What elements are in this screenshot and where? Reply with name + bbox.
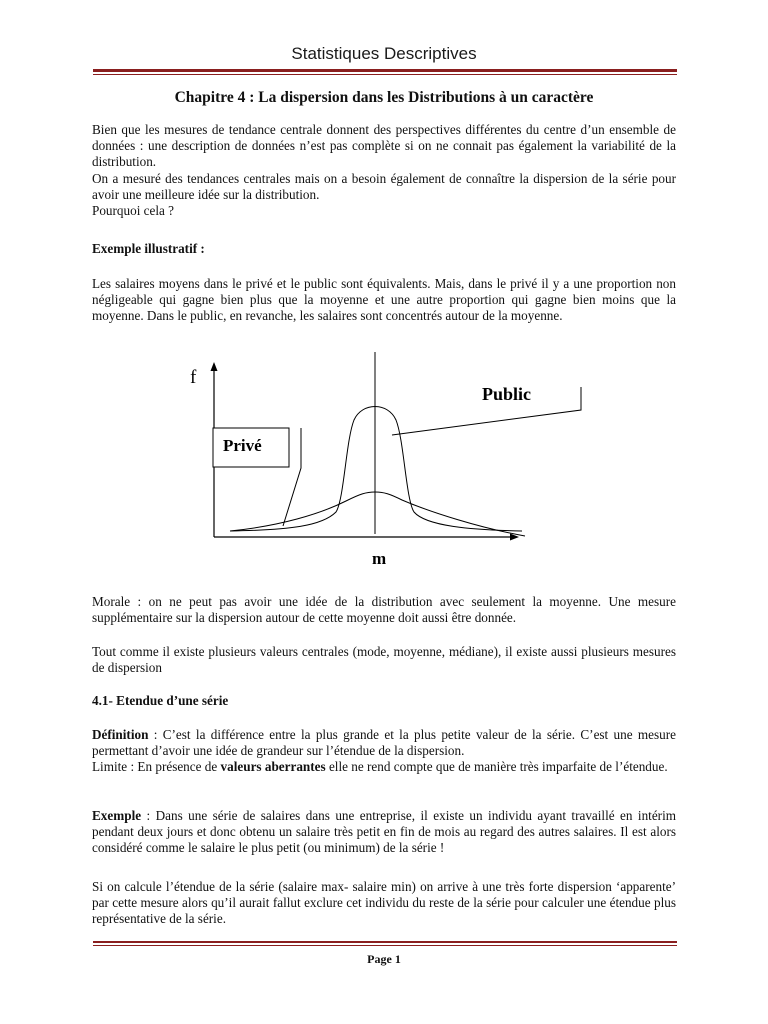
definition-paragraph: [92, 727, 676, 759]
exemple-text: : Dans une série de salaires dans une entreprise, il existe un individu ayant travaillé en intérim pendant deux jours et donc obtenu un salaire très petit en fin de mois au regard des autres salaires. Il est alors considéré comme le salaire le plus petit (ou minimum) de la série !: [92, 808, 676, 856]
example-heading: Exemple illustratif :: [92, 241, 205, 256]
morale-paragraph: Morale : on ne peut pas avoir une idée de la distribution avec seulement la moyenne. Une mesure supplémentaire sur la dispersion autour de cette moyenne doit aussi être donnée.: [92, 594, 676, 626]
exemple-paragraph: [92, 808, 676, 857]
intro-paragraph-1: Bien que les mesures de tendance centrale donnent des perspectives différentes du centre d’un ensemble de données : une description de données n’est pas complète si on ne connait pas également la variabilité de la distribution.: [92, 122, 676, 170]
exemple-label: Exemple: [92, 808, 142, 823]
page-number: Page 1: [367, 952, 401, 966]
running-header-title: Statistiques Descriptives: [291, 44, 477, 63]
example-paragraph: Les salaires moyens dans le privé et le public sont équivalents. Mais, dans le privé il y a une proportion non négligeable qui gagne bien plus que la moyenne et une autre proportion qui gagne bien moins que la moyenne. Dans le public, en revanche, les salaires sont concentrés autour de la moyenne.: [92, 276, 676, 324]
limite-bold: valeurs aberrantes: [220, 759, 326, 775]
exemple-block: [92, 808, 676, 857]
y-axis-label: f: [190, 367, 197, 388]
x-axis-label: m: [372, 549, 387, 568]
limite-post: elle ne rend compte que de manière très imparfaite de l’étendue.: [325, 759, 668, 775]
public-label: Public: [482, 384, 532, 404]
section-heading: 4.1- Etendue d’une série: [92, 693, 229, 708]
footer-rule-thin: [93, 945, 677, 946]
tout-comme-paragraph: Tout comme il existe plusieurs valeurs centrales (mode, moyenne, médiane), il existe aussi plusieurs mesures de dispersion: [92, 644, 676, 676]
y-axis-arrow: [211, 362, 218, 371]
intro-paragraph-3: Pourquoi cela ?: [92, 203, 175, 219]
footer-rule-thick: [93, 941, 677, 943]
definition-label: Définition: [92, 727, 149, 742]
limite-paragraph: [92, 759, 676, 775]
definition-text: : C’est la différence entre la plus grande et la plus petite valeur de la série. C’est une mesure permettant d’avoir une idée de grandeur sur l’étendue de la dispersion.: [92, 727, 676, 759]
limite-pre: Limite : En présence de: [92, 759, 221, 775]
definition-block: [92, 727, 676, 776]
chapter-title: Chapitre 4 : La dispersion dans les Distributions à un caractère: [174, 89, 594, 106]
public-curve: [230, 407, 522, 532]
prive-label: Privé: [223, 436, 262, 455]
intro-paragraph-2: On a mesuré des tendances centrales mais on a besoin également de connaître la dispersion de la série pour avoir une meilleure idée sur la distribution.: [92, 170, 676, 202]
last-paragraph: Si on calcule l’étendue de la série (salaire max- salaire min) on arrive à une très forte dispersion ‘apparente’ par cette mesure alors qu’il aurait fallut exclure cet individu du reste de la série pour calculer une étendue plus représentative de la série.: [92, 879, 676, 927]
